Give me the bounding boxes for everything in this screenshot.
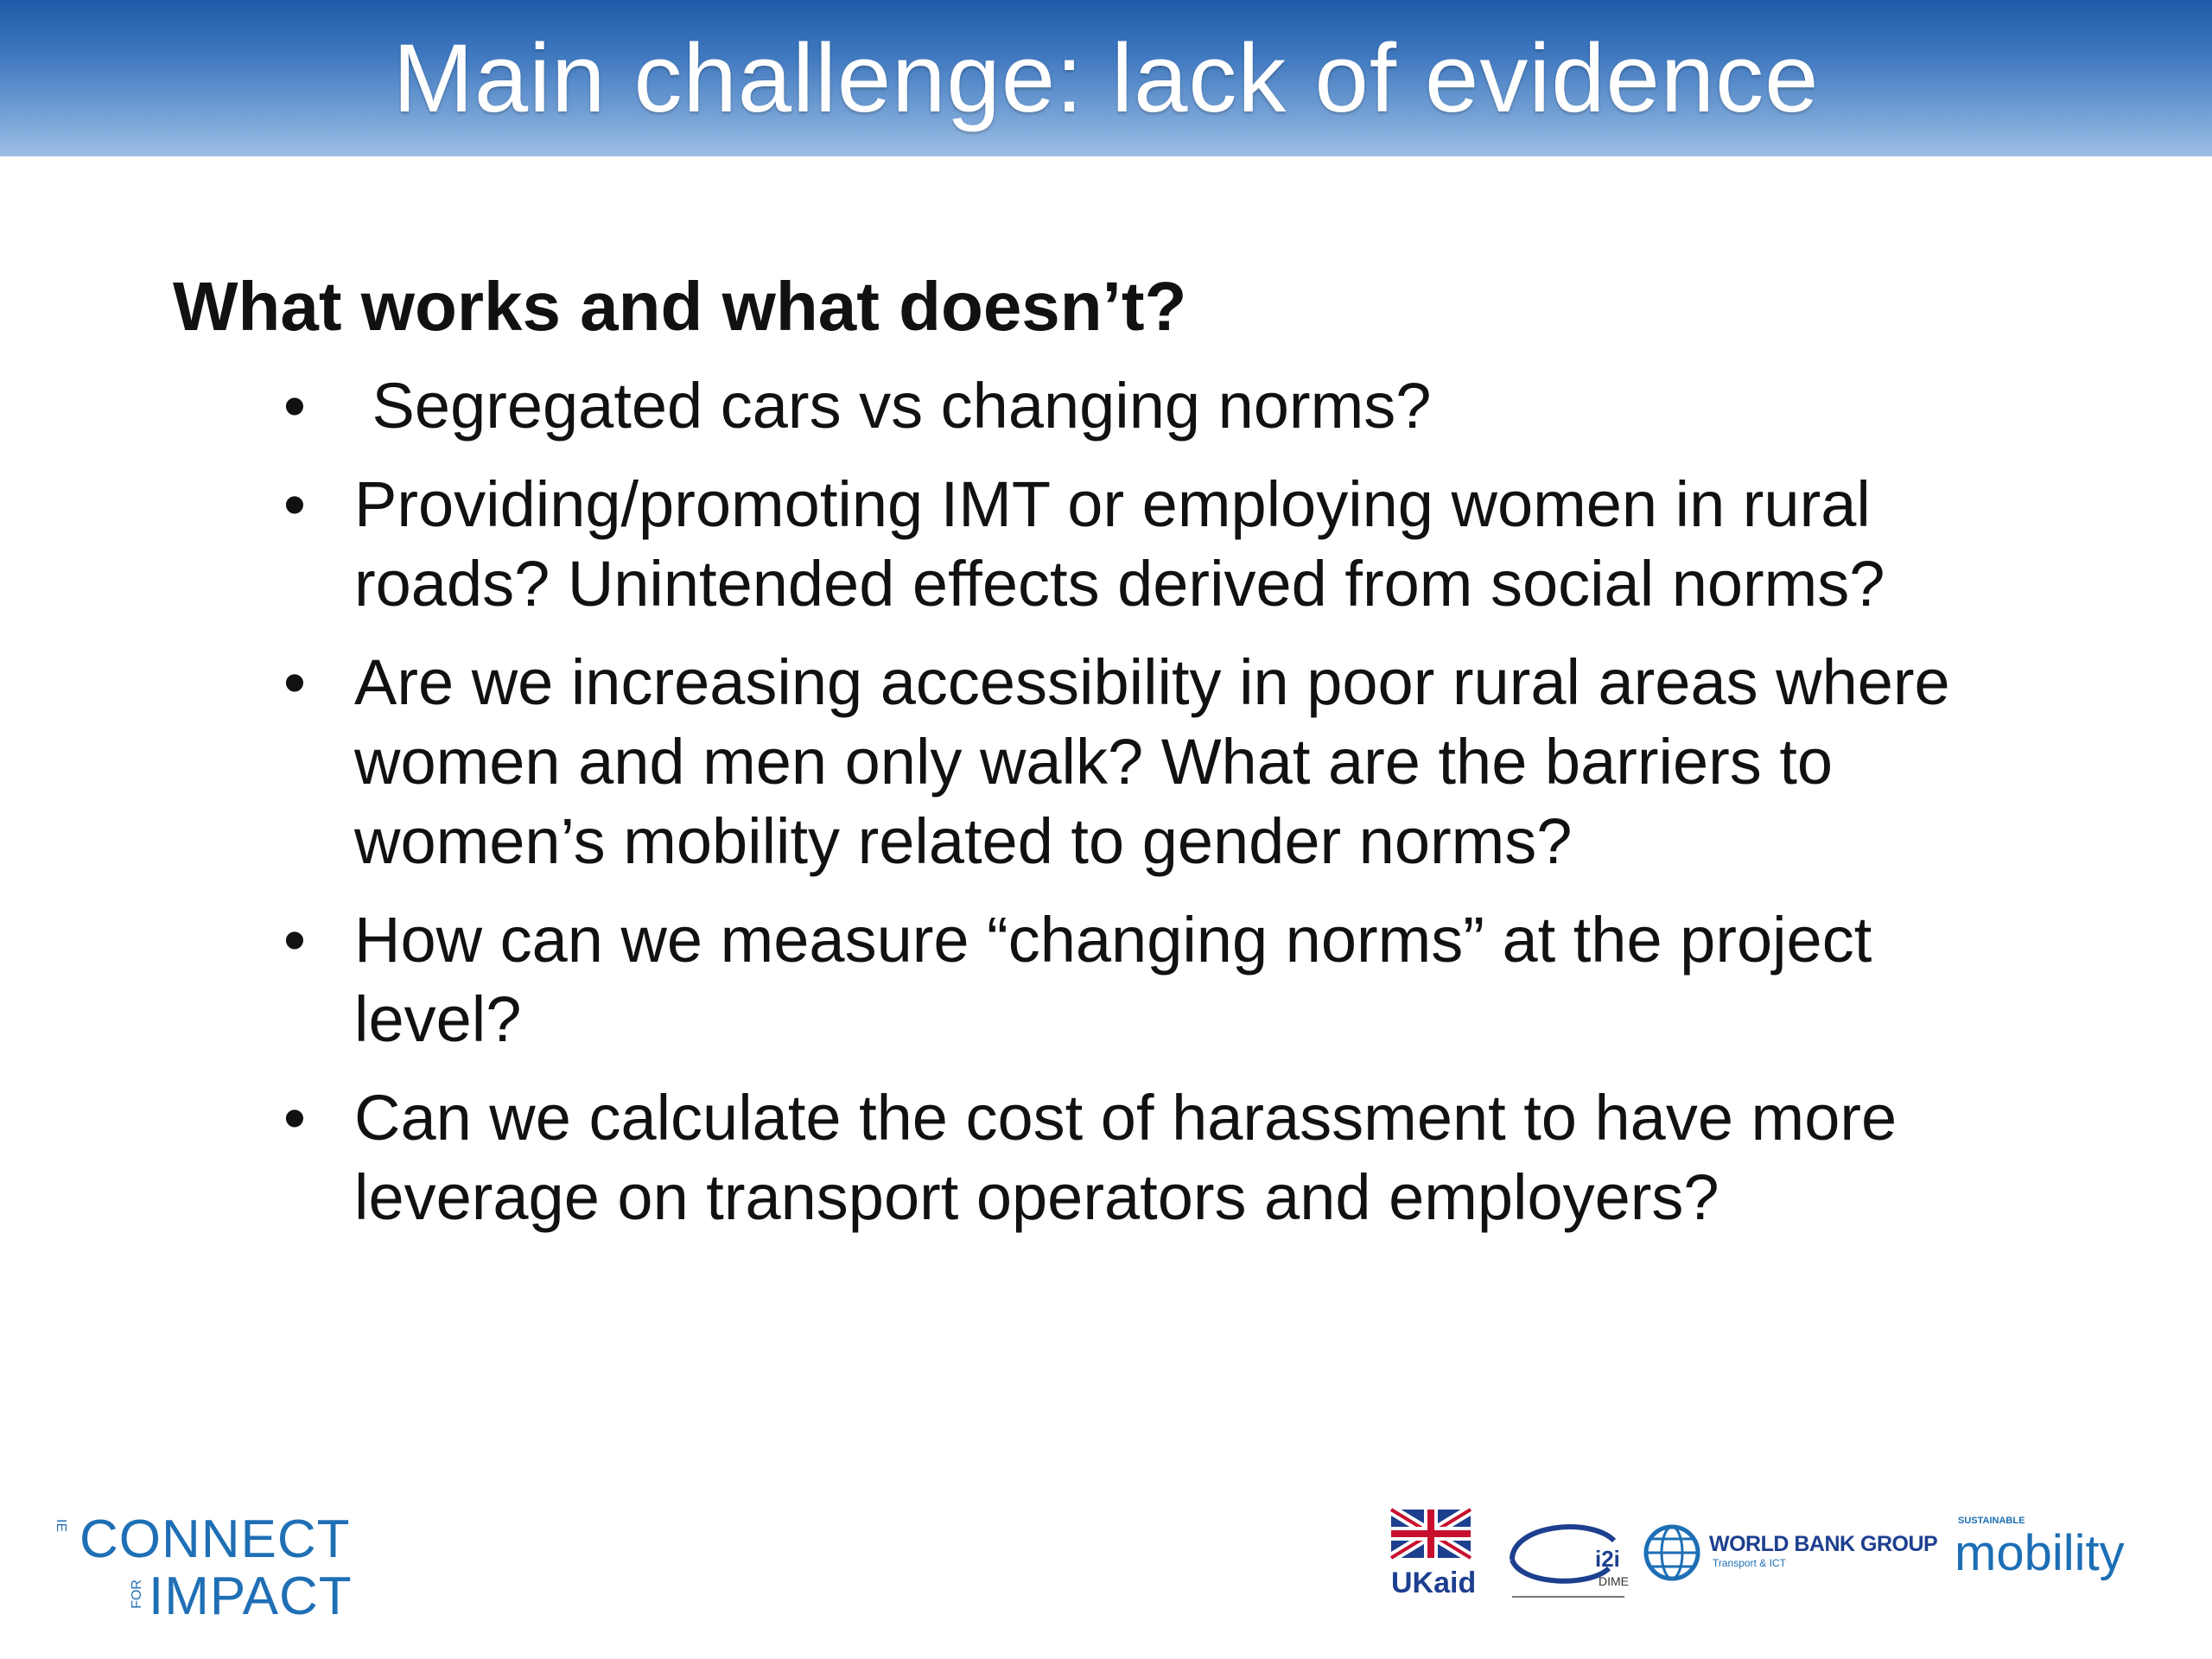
partner-logos: [1382, 1499, 2160, 1620]
i2i-dime-logo: [1512, 1527, 1629, 1598]
title-bar: [0, 0, 2212, 156]
bullet-text: Providing/promoting IMT or employing women in rural roads? Unintended effects derived from social norms?: [354, 468, 1885, 620]
list-item: [173, 1078, 2048, 1237]
logo-connect-text: CONNECT: [79, 1510, 351, 1569]
mobility-text: mobility: [1955, 1525, 2125, 1581]
world-bank-subtext: Transport & ICT: [1713, 1557, 1786, 1569]
sustainable-text: SUSTAINABLE: [1958, 1516, 2025, 1526]
bullet-icon: •: [283, 904, 306, 976]
bullet-text: Can we calculate the cost of harassment to have more leverage on transport operators and employers?: [354, 1082, 1897, 1233]
logo-impact-text: IMPACT: [149, 1567, 353, 1626]
bullet-text: Are we increasing accessibility in poor rural areas where women and men only walk? What are the barriers to women’s mobility related to gender norms?: [354, 646, 1950, 877]
logo-for-text: FOR: [130, 1580, 144, 1609]
uk-aid-text: UKaid: [1391, 1567, 1477, 1599]
sustainable-mobility-logo: [1955, 1516, 2125, 1581]
bullet-text: How can we measure “changing norms” at the project level?: [354, 904, 1872, 1055]
world-bank-group-text: WORLD BANK GROUP: [1709, 1532, 1938, 1556]
list-item: [173, 900, 2048, 1059]
bullet-icon: •: [283, 1082, 306, 1154]
bullet-list: [173, 366, 2074, 1237]
world-bank-group-logo: [1646, 1527, 1937, 1579]
slide-body: [173, 259, 2074, 1256]
list-item: [173, 643, 2048, 881]
uk-aid-logo: [1391, 1510, 1476, 1599]
list-item: [173, 465, 2048, 624]
bullet-icon: •: [283, 646, 306, 718]
bullet-icon: •: [283, 468, 306, 540]
list-item: [173, 366, 2048, 446]
i2i-text: i2i: [1595, 1546, 1620, 1572]
slide-title: Main challenge: lack of evidence: [392, 24, 1820, 132]
logo-ie-text: IE: [54, 1519, 68, 1533]
bullet-text: Segregated cars vs changing norms?: [354, 370, 1432, 442]
connect-for-impact-logo: [52, 1503, 397, 1633]
bullet-icon: •: [283, 370, 306, 442]
dime-text: DIME: [1599, 1574, 1629, 1588]
subheading: What works and what doesn’t?: [173, 268, 1187, 345]
